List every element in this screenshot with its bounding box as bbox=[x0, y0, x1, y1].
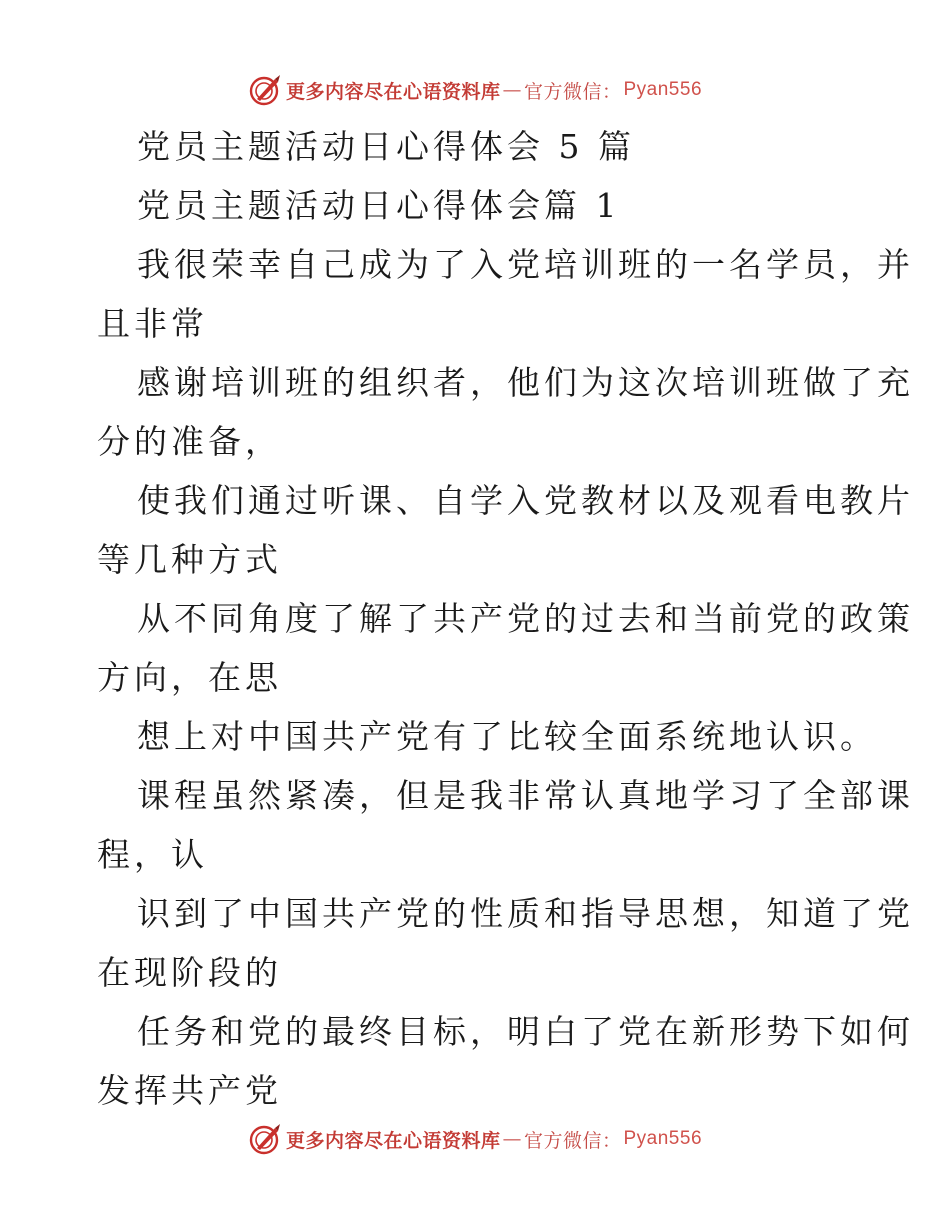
paragraph-line: 等几种方式 bbox=[97, 540, 282, 579]
quill-pen-logo-icon bbox=[248, 1122, 282, 1156]
banner-separator: — bbox=[502, 1128, 522, 1150]
paragraph-line: 感谢培训班的组织者，他们为这次培训班做了充 bbox=[137, 363, 914, 402]
paragraph-line: 想上对中国共产党有了比较全面系统地认识。 bbox=[137, 717, 877, 756]
banner-handle: Pyan556 bbox=[623, 1128, 703, 1149]
footer-banner bbox=[0, 1119, 950, 1159]
paragraph-line: 方向，在思 bbox=[97, 658, 282, 697]
banner-main-text: 更多内容尽在心语资料库 bbox=[285, 1129, 501, 1152]
paragraph-line: 分的准备， bbox=[97, 422, 282, 461]
paragraph-line: 任务和党的最终目标，明白了党在新形势下如何 bbox=[137, 1012, 914, 1051]
paragraph-line: 从不同角度了解了共产党的过去和当前党的政策 bbox=[137, 599, 914, 638]
paragraph-line: 使我们通过听课、自学入党教材以及观看电教片 bbox=[137, 481, 914, 520]
banner-separator: — bbox=[502, 79, 522, 101]
paragraph-line: 课程虽然紧凑，但是我非常认真地学习了全部课 bbox=[137, 776, 914, 815]
paragraph-line: 发挥共产党 bbox=[97, 1071, 282, 1110]
paragraph-line: 程，认 bbox=[97, 835, 208, 874]
paragraph-line: 识到了中国共产党的性质和指导思想，知道了党 bbox=[137, 894, 914, 933]
banner-main-text: 更多内容尽在心语资料库 bbox=[285, 80, 501, 103]
banner-label: 官方微信： bbox=[523, 80, 622, 103]
section-heading: 党员主题活动日心得体会篇 1 bbox=[137, 186, 621, 225]
banner-label: 官方微信： bbox=[523, 1129, 622, 1152]
banner-handle: Pyan556 bbox=[623, 79, 703, 100]
quill-pen-logo-icon bbox=[248, 73, 282, 107]
header-banner bbox=[0, 70, 950, 110]
paragraph-line: 且非常 bbox=[97, 304, 208, 343]
paragraph-line: 我很荣幸自己成为了入党培训班的一名学员，并 bbox=[137, 245, 914, 284]
paragraph-line: 在现阶段的 bbox=[97, 953, 282, 992]
document-title: 党员主题活动日心得体会 5 篇 bbox=[137, 127, 635, 166]
